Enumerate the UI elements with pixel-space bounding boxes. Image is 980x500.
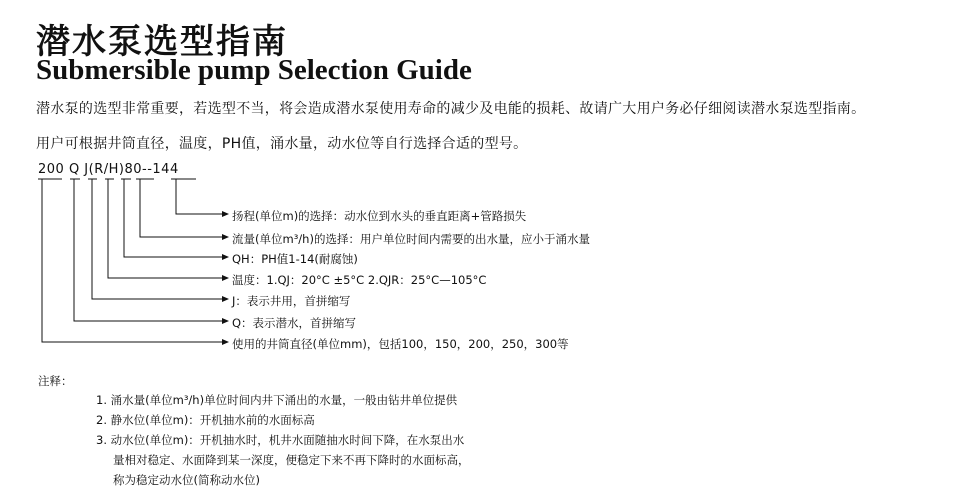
- description-diameter: 使用的井筒直径(单位mm)，包括100，150，200，250，300等: [232, 337, 569, 351]
- note-item-2: 2. 静水位(单位m)：开机抽水前的水面标高: [96, 413, 315, 427]
- page-title-en: Submersible pump Selection Guide: [36, 54, 472, 86]
- connector-temperature: [108, 179, 228, 278]
- intro-paragraph-1: 潜水泵的选型非常重要，若选型不当，将会造成潜水泵使用寿命的减少及电能的损耗、故请广大用户务必仔细阅读潜水泵选型指南。: [36, 101, 866, 117]
- page-title-cn: 潜水泵选型指南: [36, 22, 288, 62]
- note-item-3-cont-1: 量相对稳定、水面降到某一深度，便稳定下来不再下降时的水面标高，: [113, 453, 470, 467]
- connector-flow: [140, 179, 228, 237]
- note-item-3: 3. 动水位(单位m)：开机抽水时，机井水面随抽水时间下降，在水泵出水: [96, 433, 465, 447]
- note-item-3-cont-2: 称为稳定动水位(简称动水位): [113, 473, 260, 487]
- connector-j: [92, 179, 228, 299]
- description-qh: QH：PH值1-14(耐腐蚀): [232, 252, 358, 266]
- description-flow: 流量(单位m³/h)的选择：用户单位时间内需要的出水量，应小于涌水量: [232, 232, 590, 246]
- note-item-1: 1. 涌水量(单位m³/h)单位时间内井下涌出的水量，一般由钻井单位提供: [96, 393, 458, 407]
- description-q: Q：表示潜水，首拼缩写: [232, 316, 357, 330]
- intro-paragraph-2: 用户可根据井筒直径，温度，PH值，涌水量，动水位等自行选择合适的型号。: [36, 136, 528, 152]
- model-code: 200 Q J(R/H)80--144: [38, 162, 179, 177]
- notes-label: 注释：: [38, 374, 73, 388]
- description-head: 扬程(单位m)的选择：动水位到水头的垂直距离+管路损失: [232, 209, 527, 223]
- description-temperature: 温度：1.QJ：20°C ±5°C 2.QJR：25°C—105°C: [232, 273, 487, 287]
- description-j: J：表示井用，首拼缩写: [232, 294, 351, 308]
- connector-diameter: [42, 179, 228, 342]
- connector-head: [176, 179, 228, 214]
- connector-q: [74, 179, 228, 321]
